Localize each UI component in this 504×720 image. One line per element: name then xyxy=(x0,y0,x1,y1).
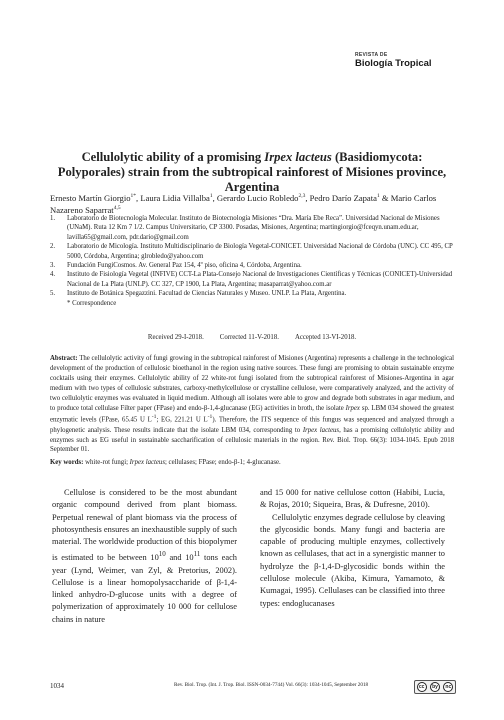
keywords-species: Irpex lacteus xyxy=(129,459,165,466)
date-accepted: Accepted 13-VI-2018. xyxy=(294,334,357,341)
abstract-species: Irpex lacteus xyxy=(302,426,340,434)
journal-logo xyxy=(355,52,455,69)
author-affil-sup: 4,5 xyxy=(113,205,121,212)
journal-logo-name: Biología Tropical xyxy=(355,58,432,69)
affiliation-item xyxy=(50,214,454,242)
body-column-right xyxy=(260,487,445,610)
author-affil-sup: 1 xyxy=(376,193,380,199)
author-sep: , xyxy=(305,192,310,203)
abstract-label: Abstract: xyxy=(50,355,78,362)
keywords-text: white-rot fungi; xyxy=(83,459,130,466)
affiliation-text: Instituto de Fisiología Vegetal (INFIVE) CCT-La Plata-Consejo Nacional de Investigaciones Científicas y Técnicas (CONICET)-Universidad Nacional de La Plata (UNLP). CC 327, CP 1900, La Plata, Argentina; masaparrat@yahoo.com.ar xyxy=(67,271,453,288)
body-text: Cellulose is considered to be the most abundant organic compound derived from plant biomass. Perpetual renewal of plant biomass via the process of photosynthesis ensures an inexhaustible supply of such material. The worldwide production of this biopolymer is estimated to be between 10 xyxy=(52,488,237,563)
affiliation-text: Instituto de Botánica Spegazzini. Facultad de Ciencias Naturales y Museo. UNLP. La Plata, Argentina. xyxy=(67,290,347,298)
abstract-text: The cellulolytic activity of fungi growing in the subtropical rainforest of Misiones (Argentina) represents a challenge in the technological development of the production of cellulosic bioethanol in the region using native sources. These fungi are promising to obtain sustainable enzyme cocktails using their enzymes. Cellulolytic ability of 22 white-rot fungi isolated from the subtropical rainforest of Misiones-Argentina in agar medium with two types of cellulosic substrates, carboxy-methylcellulose or crystalline cellulose, were comparatively analyzed, and the activity of two cellulolytic enzymes was evaluated in liquid medium. Although all isolates were able to grow and degrade both substrates in agar medium, and to produce total cellulase Filter paper (FPase) and endo-β-1,4-glucanase (EG) activities in broth, the isolate xyxy=(50,355,454,412)
abstract-sup: -1 xyxy=(207,414,213,421)
affiliation-number: 2. xyxy=(50,243,56,251)
journal-logo-small: REVISTA DE xyxy=(355,52,388,58)
body-sup: 10 xyxy=(158,550,166,559)
affiliation-item xyxy=(50,261,454,270)
author-sep: , xyxy=(212,192,217,203)
abstract-text: sp. LBM 034 showed the greatest enzymatic levels (FPase, 65.45 U L xyxy=(50,404,454,424)
body-paragraph: and 15 000 for native cellulose cotton (Habibi, Lucia, & Rojas, 2010; Siqueira, Bras, & Dufresne, 2010). xyxy=(260,488,445,510)
author-affil-sup: 1 xyxy=(209,193,213,199)
affiliation-text: * Correspondence xyxy=(67,299,117,307)
abstract-sup: -1 xyxy=(151,414,157,421)
body-text: and 10 xyxy=(165,553,194,563)
title-species: Irpex lacteus xyxy=(264,150,332,164)
title-post: (Basidiomycota: Polyporales) strain from the subtropical rainforest of Misiones province, Argentina xyxy=(57,150,447,194)
affiliation-text: Fundación FungiCosmos. Av. General Paz 154, 4º piso, oficina 4, Córdoba, Argentina. xyxy=(67,262,302,270)
cc-icon: cc xyxy=(417,682,427,692)
affiliation-list xyxy=(50,214,454,308)
date-received: Received 29-I-2018. xyxy=(147,334,204,341)
affiliation-item xyxy=(50,270,454,289)
paper-title xyxy=(50,150,454,195)
abstract-text: ). Therefore, the ITS sequence of this fungus was sequenced and analyzed through a phylogenetic analysis. These results indicate that the isolate LBM 034, corresponding to xyxy=(50,416,454,434)
submission-dates xyxy=(50,334,454,341)
affiliation-number: 4. xyxy=(50,271,56,279)
body-paragraph xyxy=(52,487,237,626)
affiliation-number: 5. xyxy=(50,290,56,298)
author: Pedro Darío Zapata xyxy=(309,192,377,203)
creative-commons-license-icon[interactable] xyxy=(414,680,456,694)
keywords xyxy=(50,458,454,468)
affiliation-item xyxy=(50,289,454,298)
keywords-text: ; cellulases; FPase; endo-β-1; 4-glucanase. xyxy=(164,459,281,466)
author: Laura Lidia Villalba xyxy=(140,192,210,203)
abstract-text: , has a promising cellulolytic ability and enzymes such as EG useful in sustainable saccharification of cellulosic materials in the region. Rev. Biol. Trop. 66(3): 1034-1045. Epub 2018 September 01. xyxy=(50,426,455,454)
body-paragraph: Cellulolytic enzymes degrade cellulose by cleaving the glycosidic bonds. Many fungi and bacteria are capable of producing multiple enzymes, collectively known as cellulases, that act in a synergistic manner to hydrolyze the β-1,4-D-glycosidic bonds within the cellulose molecule (Akiba, Kimura, Yamamoto, & Kumagai, 1995). Cellulases can be classified into three types: endoglucanases xyxy=(260,512,445,608)
author-affil-sup: 1* xyxy=(130,193,137,199)
body-sup: 11 xyxy=(193,550,201,559)
affiliation-text: Laboratorio de Micología. Instituto Multidisciplinario de Biología Vegetal-CONICET. Universidad Nacional de Córdoba (UNC). CC 495, CP 5000, Córdoba, Argentina; glrobledo@yahoo.com xyxy=(67,243,453,260)
nc-icon: nc xyxy=(443,682,453,692)
abstract xyxy=(50,354,454,455)
page-footer xyxy=(0,680,504,696)
author: Ernesto Martín Giorgio xyxy=(50,192,131,203)
author: Mario Carlos Nazareno Saparrat xyxy=(50,192,437,216)
by-icon: by xyxy=(430,682,440,692)
journal-citation: Rev. Biol. Trop. (Int. J. Trop. Biol. ISSN-0034-7744) Vol. 66(3): 1034-1045, September 2018 xyxy=(174,682,369,688)
abstract-text: ; EG, 221.21 U L xyxy=(156,416,208,424)
affiliation-number: 1. xyxy=(50,215,56,222)
keywords-label: Key words: xyxy=(50,459,84,466)
body-text: tons each year (Lynd, Weimer, van Zyl, & Pretorius, 2002). Cellulose is a linear homopolysaccharide of β-1,4-linked anhydro-D-glucose units with a degree of polymerization of approximately 10 000 for cellulose chains in nature xyxy=(52,553,237,624)
affiliation-text: Laboratorio de Biotecnología Molecular. Instituto de Biotecnología Misiones “Dra. María Ebe Reca”. Universidad Nacional de Misiones (UNaM). Ruta 12 Km 7 1/2. Campus Universitario, CP 3300. Posadas, Misiones, Argentina; martingiorgio@fceqyn.unam.edu.ar, lavilla65@gmail.com, pdr.dario@gmail.com xyxy=(67,215,440,241)
correspondence-note xyxy=(50,299,454,308)
author-sep: , xyxy=(136,192,141,203)
affiliation-number: 3. xyxy=(50,262,56,270)
author: Gerardo Lucio Robledo xyxy=(216,192,299,203)
body-column-left xyxy=(52,487,237,626)
affiliation-item xyxy=(50,242,454,261)
title-pre: Cellulolytic ability of a promising xyxy=(81,150,265,164)
author-sep: & xyxy=(379,192,391,203)
abstract-species: Irpex xyxy=(345,404,360,412)
author-list xyxy=(50,191,454,216)
page-number: 1034 xyxy=(50,682,64,690)
date-corrected: Corrected 11-V-2018. xyxy=(219,334,279,341)
author-affil-sup: 2,3 xyxy=(298,193,306,199)
